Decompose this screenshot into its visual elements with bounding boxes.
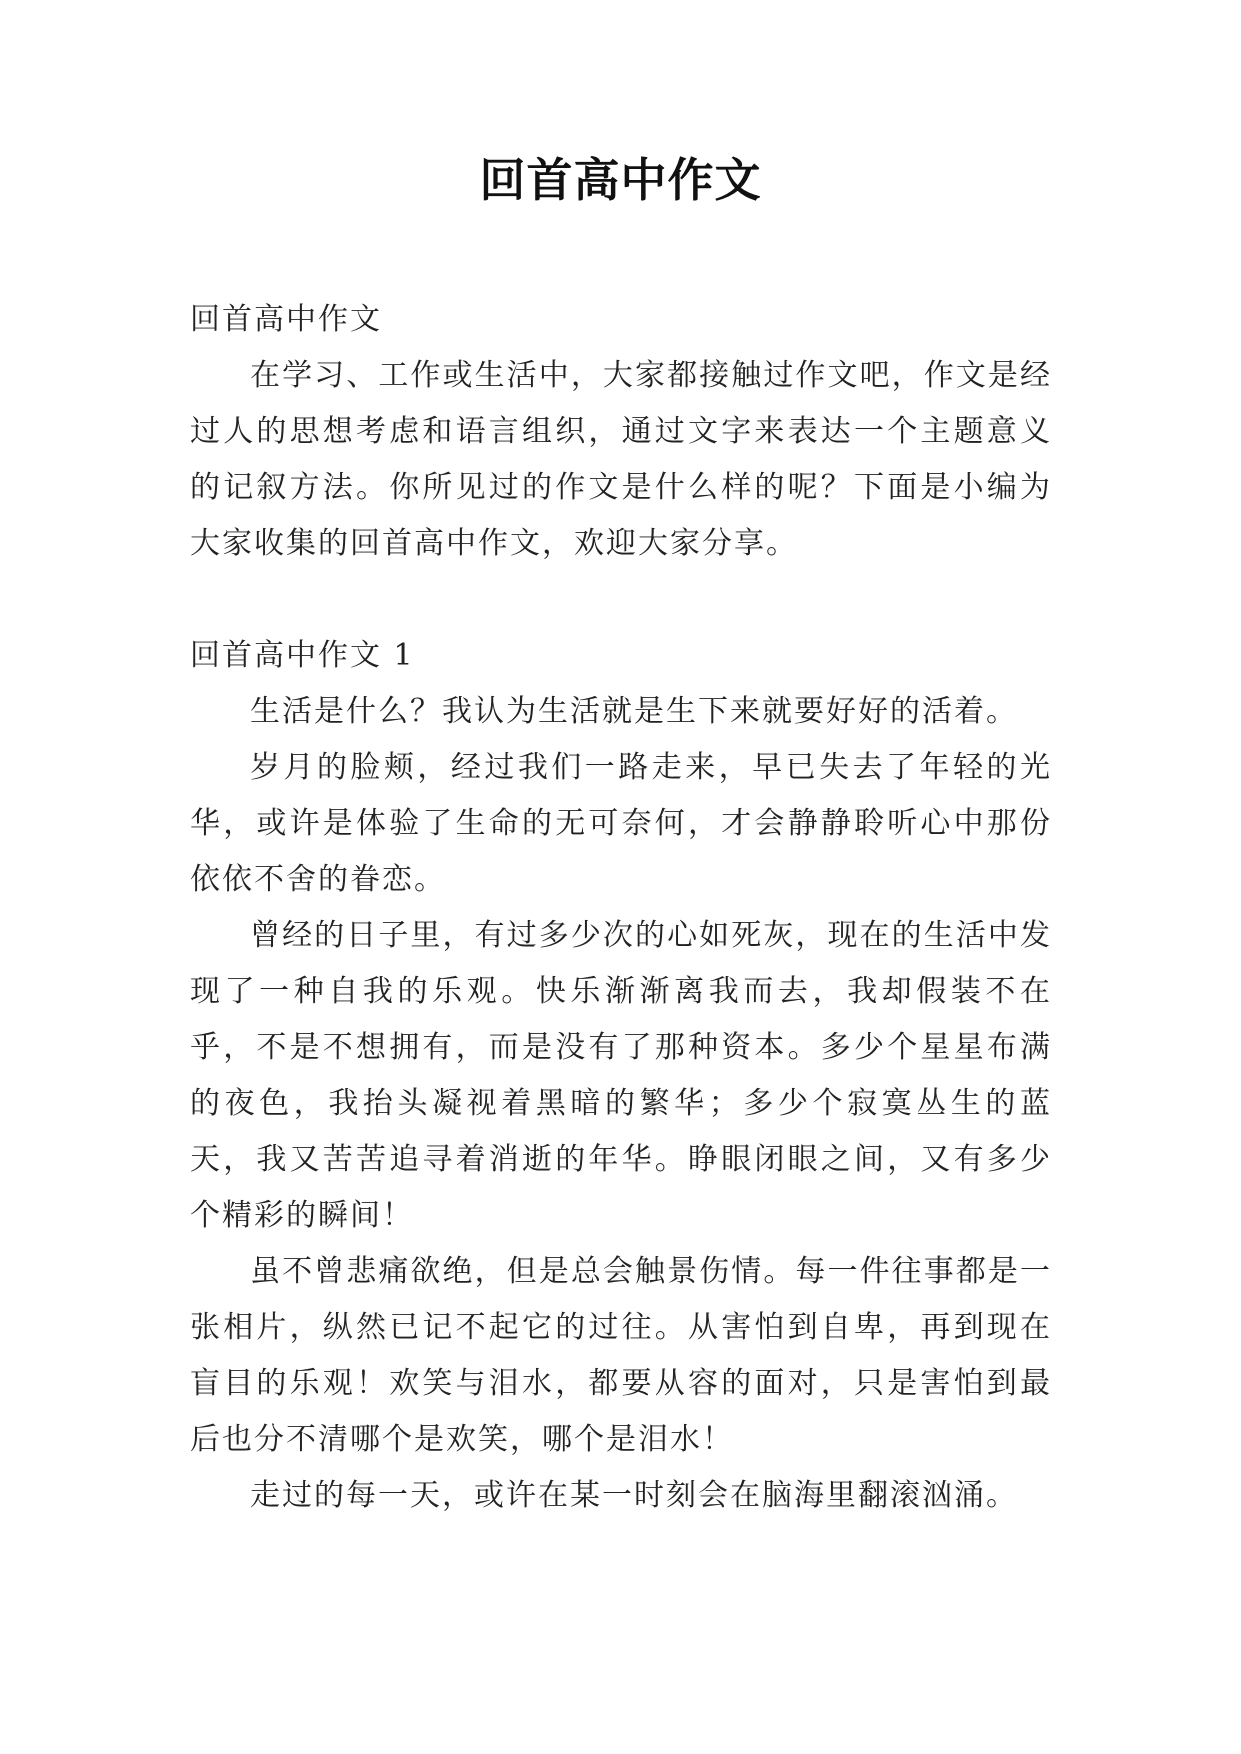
essay-1-heading: 回首高中作文 1	[190, 638, 415, 673]
essay-1-paragraph: 走过的每一天，或许在某一时刻会在脑海里翻滚汹涌。	[250, 1478, 1018, 1513]
essay-1-paragraph: 虽不曾悲痛欲绝，但是总会触景伤情。每一件往事都是一张相片，纵然已记不起它的过往。从害怕到自卑，再到现在盲目的乐观！欢笑与泪水，都要从容的面对，只是害怕到最后也分不清哪个是欢笑，哪个是泪水！	[190, 1254, 1052, 1457]
essay-1-paragraph: 生活是什么？我认为生活就是生下来就要好好的活着。	[250, 694, 1018, 729]
document-body	[190, 292, 1052, 1524]
section-spacer	[190, 572, 1052, 628]
essay-1-paragraph: 曾经的日子里，有过多少次的心如死灰，现在的生活中发现了一种自我的乐观。快乐渐渐离我而去，我却假装不在乎，不是不想拥有，而是没有了那种资本。多少个星星布满的夜色，我抬头凝视着黑暗的繁华；多少个寂寞丛生的蓝天，我又苦苦追寻着消逝的年华。睁眼闭眼之间，又有多少个精彩的瞬间！	[190, 918, 1052, 1233]
document-title: 回首高中作文	[479, 153, 762, 207]
intro-heading: 回首高中作文	[190, 302, 382, 337]
intro-paragraph: 在学习、工作或生活中，大家都接触过作文吧，作文是经过人的思想考虑和语言组织，通过文字来表达一个主题意义的记叙方法。你所见过的作文是什么样的呢？下面是小编为大家收集的回首高中作文，欢迎大家分享。	[190, 358, 1052, 561]
essay-1-paragraph: 岁月的脸颊，经过我们一路走来，早已失去了年轻的光华，或许是体验了生命的无可奈何，才会静静聆听心中那份依依不舍的眷恋。	[190, 750, 1052, 897]
